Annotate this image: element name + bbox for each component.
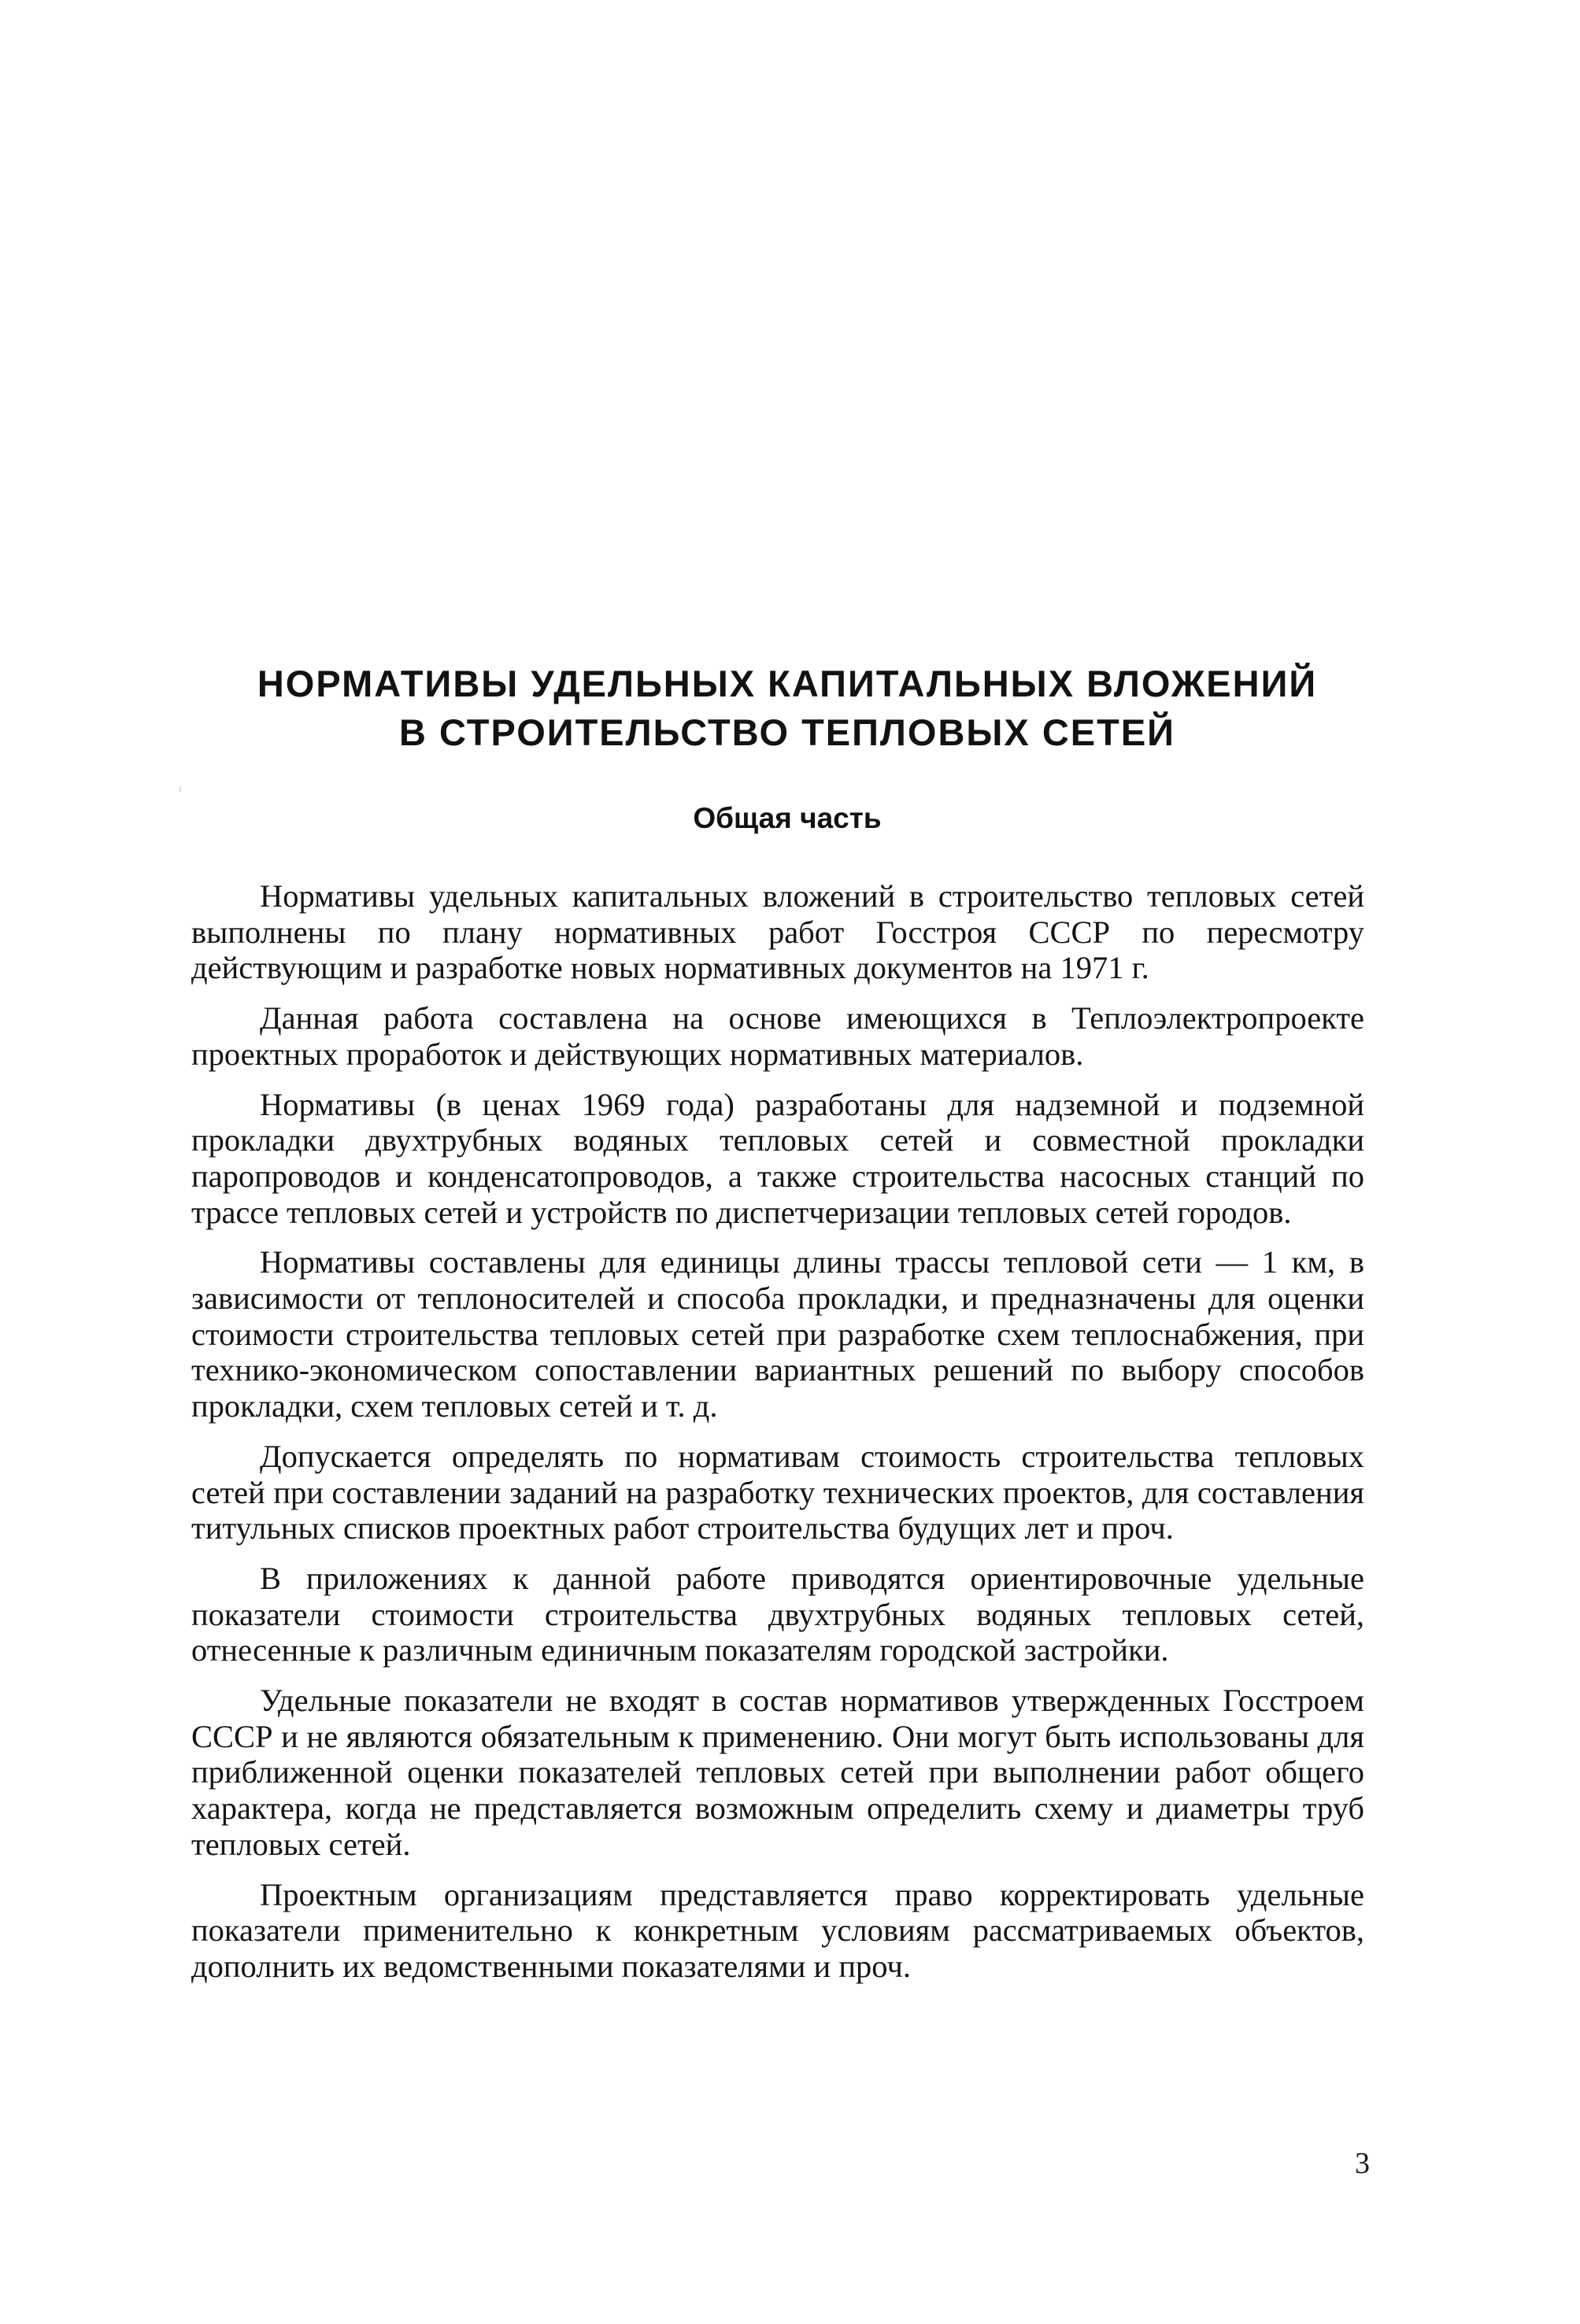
paragraph-3: Нормативы (в ценах 1969 года) разработаны для надземной и подземной прокладки двухтрубных водяных тепловых сетей и совместной прокладки паропроводов и конденсатопроводов, а также строительства насосных станций по трассе тепловых сетей и устройств по диспетчеризации тепловых сетей городов. bbox=[191, 1086, 1364, 1230]
paragraph-1: Нормативы удельных капитальных вложений в строительство тепловых сетей выполнены по плану нормативных работ Госстроя СССР по пересмотру действующим и разработке новых нормативных документов на 1971 г. bbox=[191, 878, 1364, 986]
paragraph-2: Данная работа составлена на основе имеющихся в Теплоэлектропроекте проектных проработок и действующих нормативных материалов. bbox=[191, 1000, 1364, 1072]
paragraph-8: Проектным организациям представляется право корректировать удельные показатели применительно к конкретным условиям рассматриваемых объектов, дополнить их ведомственными показателями и проч. bbox=[191, 1876, 1364, 1984]
document-title bbox=[189, 660, 1386, 757]
margin-mark bbox=[179, 787, 181, 792]
page-number: 3 bbox=[1355, 2147, 1370, 2180]
section-heading: Общая часть bbox=[693, 802, 882, 834]
title-line-1: НОРМАТИВЫ УДЕЛЬНЫХ КАПИТАЛЬНЫХ ВЛОЖЕНИЙ bbox=[257, 663, 1318, 704]
paragraph-5: Допускается определять по нормативам стоимость строительства тепловых сетей при составлении заданий на разработку технических проектов, для составления титульных списков проектных работ строительства будущих лет и проч. bbox=[191, 1438, 1364, 1546]
body-text bbox=[191, 878, 1364, 1999]
paragraph-6: В приложениях к данной работе приводятся ориентировочные удельные показатели стоимости строительства двухтрубных водяных тепловых сетей, отнесенные к различным единичным показателям городской застройки. bbox=[191, 1560, 1364, 1668]
paragraph-4: Нормативы составлены для единицы длины трассы тепловой сети — 1 км, в зависимости от теплоносителей и способа прокладки, и предназначены для оценки стоимости строительства тепловых сетей при разработке схем теплоснабжения, при технико-экономическом сопоставлении вариантных решений по выбору способов прокладки, схем тепловых сетей и т. д. bbox=[191, 1244, 1364, 1424]
paragraph-7: Удельные показатели не входят в состав нормативов утвержденных Госстроем СССР и не являются обязательным к применению. Они могут быть использованы для приближенной оценки показателей тепловых сетей при выполнении работ общего характера, когда не представляется возможным определить схему и диаметры труб тепловых сетей. bbox=[191, 1683, 1364, 1862]
title-line-2: В СТРОИТЕЛЬСТВО ТЕПЛОВЫХ СЕТЕЙ bbox=[399, 711, 1175, 753]
